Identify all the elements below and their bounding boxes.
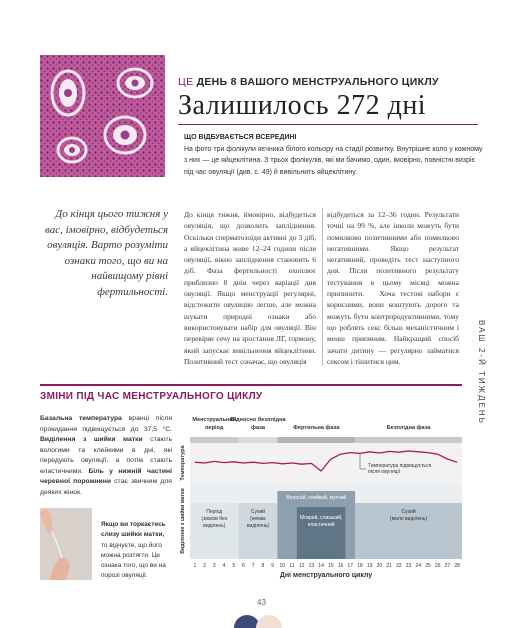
peach-circle [256, 615, 282, 628]
x-tick-label: 23 [405, 563, 412, 569]
changes-text [40, 414, 172, 498]
phase-label: фаза [251, 425, 265, 431]
x-tick-label: 9 [271, 563, 274, 569]
phase-band [190, 437, 239, 443]
phase-label: Менструальний [192, 417, 237, 423]
mucus-label: Сухий [401, 509, 416, 515]
x-tick-label: 8 [261, 563, 265, 569]
phase-label: Фертильна фаза [293, 425, 340, 431]
mucus-label: (немає [250, 516, 266, 522]
mucus-label: Виділення з шийки матки [40, 436, 143, 443]
pain-text: стає звичним для деяких жінок. [40, 478, 172, 496]
x-axis-label: Дні менструального циклу [279, 572, 373, 579]
changes-title: ЗМІНИ ПІД ЧАС МЕНСТРУАЛЬНОГО ЦИКЛУ [40, 391, 263, 402]
x-tick-label: 26 [434, 563, 441, 569]
x-tick-label: 2 [203, 563, 206, 569]
phase-band [277, 437, 355, 443]
inside-text: На фото три фолікули яєчника білого кольору на стадії розвитку. Внутрішнє коло у кожному з них — це яйцеклітина. З трьох фолікулів, які ми бачимо, один, імовірно, повністю визріє під час овуляції (див. с. 49) й вивільнить яйцеклітину. [184, 146, 483, 176]
pull-quote: До кінця цього тижня у вас, імовірно, відбудеться овуляція. Варто розуміти ознаки того, що ви на найвищому рівні фертильності. [45, 208, 168, 298]
mucus-label: (зовсім без [201, 516, 228, 522]
x-tick-label: 25 [425, 563, 431, 569]
mucus-caption-text: то відчуєте, що його можна розтягти. Це ознака того, що ви на порозі овуляції. [101, 541, 166, 580]
column-divider [322, 208, 323, 366]
page-number: 43 [257, 598, 266, 607]
x-tick-label: 1 [193, 563, 197, 569]
x-tick-label: 3 [212, 563, 216, 569]
y-label-mucus: Виділення з шийки матки [180, 488, 186, 554]
phase-label: Безплідна фаза [386, 425, 431, 431]
x-tick-label: 27 [444, 563, 451, 569]
x-tick-label: 16 [337, 563, 344, 569]
x-tick-label: 18 [357, 563, 363, 569]
kicker-prefix: ЦЕ [178, 76, 194, 88]
pain-label: Біль у нижній частині черевної порожнини [40, 467, 173, 485]
x-tick-label: 6 [242, 563, 245, 569]
ovarian-follicles-micrograph [40, 55, 165, 177]
title-rule [178, 124, 478, 125]
mucus-label: виділень) [203, 523, 226, 529]
x-tick-label: 17 [347, 563, 354, 569]
fingers-mucus-photo [40, 508, 92, 580]
x-tick-label: 19 [366, 563, 373, 569]
kicker-day: ДЕНЬ 8 ВАШОГО МЕНСТРУАЛЬНОГО ЦИКЛУ [196, 76, 439, 88]
day-kicker [178, 76, 439, 88]
mucus-label: виділень) [246, 523, 270, 529]
y-label-temperature: Температура [180, 445, 186, 481]
navy-circle [234, 615, 260, 628]
x-tick-label: 10 [279, 563, 286, 569]
bbt-label: Базальна температура [40, 415, 122, 422]
x-tick-label: 4 [222, 563, 226, 569]
x-tick-label: 20 [376, 563, 383, 569]
mucus-label: Сухий [250, 509, 266, 515]
body-column-1: До кінця тижня, ймовірно, відбудеться овуляція, що дозволить запліднення. Оскільки сперматозоїди активні до 3 діб, а яйцеклітина живе 12–24 години після овуляції, вікно запліднення становить 6 діб. Фаза фертильності охоплює приблизно 8 днів через варіації дня овуляції. Якщо менструації регулярні, відстежити овуляцію легше, але можна шукати природні ознаки або використовувати набір для овуляції. Він перевіряє сечу на зростання ЛГ, гормону, який запускає вивільнення яйцеклітини. Позитивний тест означає, що овуляція [184, 210, 316, 366]
inside-heading: ЩО ВІДБУВАЄТЬСЯ ВСЕРЕДИНІ [184, 134, 297, 141]
menstrual-cycle-chart [176, 409, 466, 609]
mucus-label: Мокрий, слизький, [299, 515, 343, 521]
temp-annotation-line1: Температура підвищується [368, 463, 432, 469]
phase-label: Відносно безплідна [230, 417, 286, 423]
mucus-label: Період [206, 509, 223, 515]
phase-band [239, 437, 278, 443]
mucus-label: (мало виділень) [389, 516, 428, 522]
x-tick-label: 22 [396, 563, 402, 569]
page-title: Залишилось 272 дні [178, 90, 427, 121]
x-tick-label: 5 [232, 563, 236, 569]
phase-label: період [205, 425, 224, 431]
mucus-text: стають вологими та клейкими в дні, які передують овуляції, а потім стають еластичними. [40, 436, 172, 475]
mucus-label: еластичний [307, 522, 335, 528]
body-column-2: відбудеться за 12–36 годин. Результати точні на 99 %, але інколи можуть бути помилково позитивними або помилково негативними. Якщо результат негативний, проведіть тест наступного дня. Після позитивного результату тестування в цьому місяці можна припинити. Хоча тестові набори є корисними, вони коштують дорого та можуть бути контрпродуктивними, тому що роблять секс більш механістичним і менш приємним. Найкращий спосіб зачати дитину — регулярно займатися сексом і тішитися цим. [327, 210, 459, 366]
section-rule [40, 384, 462, 386]
decorative-circles [225, 612, 295, 628]
x-tick-label: 15 [328, 563, 334, 569]
x-tick-label: 11 [289, 563, 295, 569]
phase-band [355, 437, 462, 443]
x-tick-label: 12 [298, 563, 305, 569]
bbt-text: вранці після прокидання підвищується до 37,5 °С. [40, 415, 172, 433]
x-tick-label: 13 [308, 563, 315, 569]
mucus-caption [101, 520, 169, 582]
temp-annotation-line2: після овуляції [368, 469, 401, 475]
x-tick-label: 7 [251, 563, 255, 569]
x-tick-label: 21 [386, 563, 392, 569]
x-tick-label: 14 [318, 563, 324, 569]
section-side-label: ВАШ 2-Й ТИЖДЕНЬ [477, 320, 486, 425]
x-tick-label: 24 [415, 563, 422, 569]
mucus-label: Вологий, клейкий, мутний [286, 495, 347, 501]
x-tick-label: 28 [454, 563, 460, 569]
mucus-caption-bold: Якщо ви торкаєтесь слизу шийки матки, [101, 521, 166, 539]
